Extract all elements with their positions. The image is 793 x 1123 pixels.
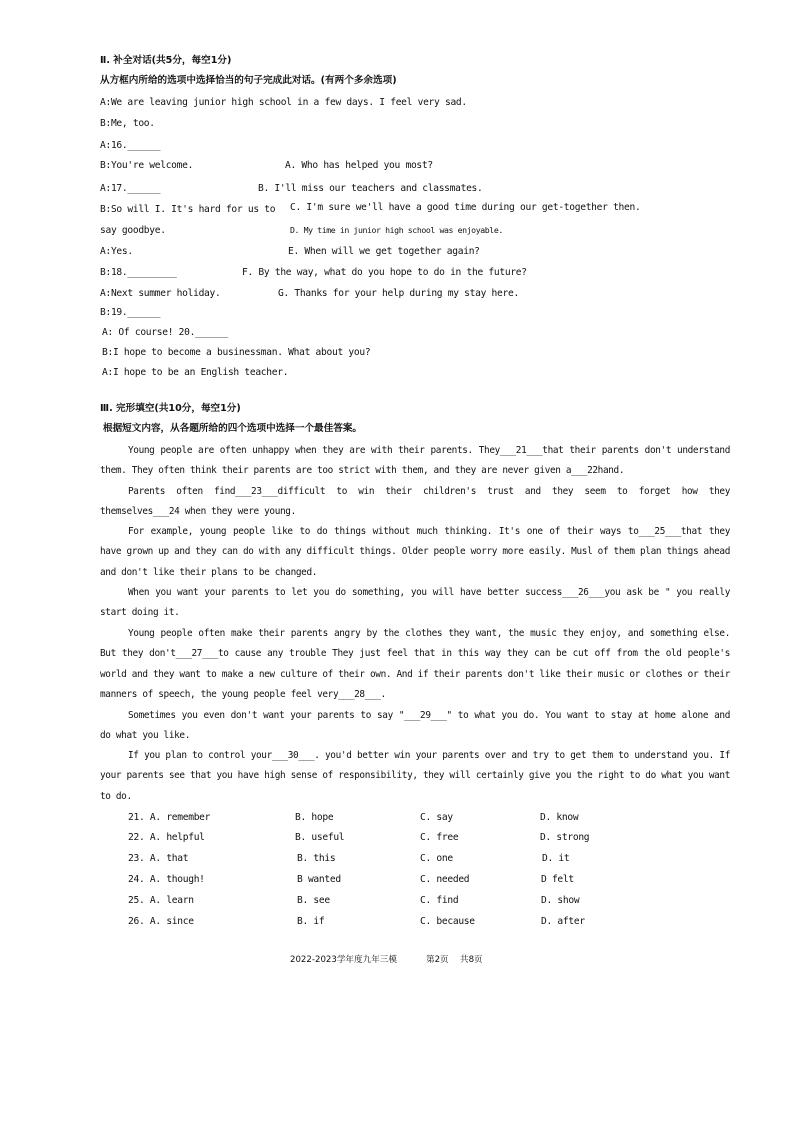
dialogue-line: B:You're welcome. [100, 160, 194, 171]
question-a: 21. A. remember [128, 812, 211, 823]
option-c: C. I'm sure we'll have a good time during our get-together then. [290, 202, 641, 213]
question-a: 24. A. though! [128, 874, 205, 885]
question-b: B. useful [295, 832, 345, 843]
dialogue-line: say goodbye. [100, 225, 166, 236]
dialogue-line: B:18._________ [100, 267, 177, 278]
question-c: C. needed [420, 874, 470, 885]
question-b: B wanted [297, 874, 341, 885]
question-d: D. know [540, 812, 579, 823]
dialogue-line: A:16.______ [100, 140, 161, 151]
passage-paragraph: For example, young people like to do things without much thinking. It's one of their ways to___25___that they have grown up and they can do with any difficult things. Older people worry more easily. Musl of them plan things ahead and don't like their plans to be changed. [100, 526, 731, 578]
dialogue-line: B:Me, too. [100, 118, 155, 129]
question-c: C. because [420, 916, 475, 927]
question-c: C. one [420, 853, 453, 864]
question-c: C. find [420, 895, 459, 906]
passage-paragraph: Sometimes you even don't want your parents to say "___29___" to what you do. You want to stay at home alone and do what you like. [100, 710, 730, 742]
option-b: B. I'll miss our teachers and classmates. [258, 183, 483, 194]
passage-paragraph: When you want your parents to let you do something, you will have better success___26___you ask be " you really start doing it. [100, 587, 730, 619]
dialogue-line: B:So will I. It's hard for us to [100, 204, 276, 215]
dialogue-line: A:I hope to be an English teacher. [102, 367, 289, 378]
dialogue-line: A: Of course! 20.______ [102, 327, 228, 338]
section3-title: Ⅲ. 完形填空(共10分，每空1分) [100, 403, 241, 414]
option-g: G. Thanks for your help during my stay here. [278, 288, 519, 299]
question-a: 26. A. since [128, 916, 194, 927]
question-b: B. hope [295, 812, 334, 823]
passage-paragraph: If you plan to control your___30___. you'd better win your parents over and try to get them to understand you. If your parents see that you have high sense of responsibility, they will certainly give you the right to do what you want to do. [100, 750, 731, 802]
dialogue-line: B:I hope to become a businessman. What about you? [102, 347, 371, 358]
option-e: E. When will we get together again? [288, 246, 480, 257]
footer-term: 2022-2023学年度九年三模 [290, 955, 397, 965]
passage-paragraph: Parents often find___23___difficult to win their children's trust and they seem to forget how they themselves___24 when they were young. [100, 486, 730, 518]
dialogue-line: A:17.______ [100, 183, 161, 194]
question-b: B. this [297, 853, 336, 864]
question-a: 22. A. helpful [128, 832, 205, 843]
section2-instruction: 从方框内所给的选项中选择恰当的句子完成此对话。(有两个多余选项) [100, 75, 397, 86]
dialogue-line: A:Next summer holiday. [100, 288, 221, 299]
dialogue-line: A:We are leaving junior high school in a few days. I feel very sad. [100, 97, 467, 108]
question-a: 23. A. that [128, 853, 189, 864]
footer-page-total: 共8页 [460, 955, 483, 965]
footer-page-number: 第2页 [426, 955, 449, 965]
section2-title: Ⅱ. 补全对话(共5分，每空1分) [100, 55, 232, 66]
dialogue-line: B:19.______ [100, 307, 161, 318]
question-d: D felt [541, 874, 574, 885]
question-d: D. after [541, 916, 585, 927]
question-c: C. say [420, 812, 453, 823]
question-d: D. show [541, 895, 580, 906]
passage-paragraph: Young people are often unhappy when they are with their parents. They___21___that their parents don't understand them. They often think their parents are too strict with them, and they are never given a___22hand. [100, 445, 730, 477]
question-b: B. see [297, 895, 330, 906]
question-d: D. it [542, 853, 570, 864]
option-f: F. By the way, what do you hope to do in the future? [242, 267, 527, 278]
option-a: A. Who has helped you most? [285, 160, 433, 171]
option-d: D. My time in junior high school was enjoyable. [290, 225, 503, 235]
question-d: D. strong [540, 832, 590, 843]
passage-paragraph: Young people often make their parents angry by the clothes they want, the music they enjoy, and something else. But they don't___27___to cause any trouble They just feel that in this way they can be cut off from the old people's world and they want to make a new culture of their own. And if their parents don't like their music or clothes or their manners of speech, the young people feel very___28___. [100, 628, 731, 701]
question-a: 25. A. learn [128, 895, 194, 906]
question-c: C. free [420, 832, 459, 843]
section3-instruction: 根据短文内容，从各题所给的四个选项中选择一个最佳答案。 [103, 423, 363, 434]
dialogue-line: A:Yes. [100, 246, 133, 257]
question-b: B. if [297, 916, 325, 927]
